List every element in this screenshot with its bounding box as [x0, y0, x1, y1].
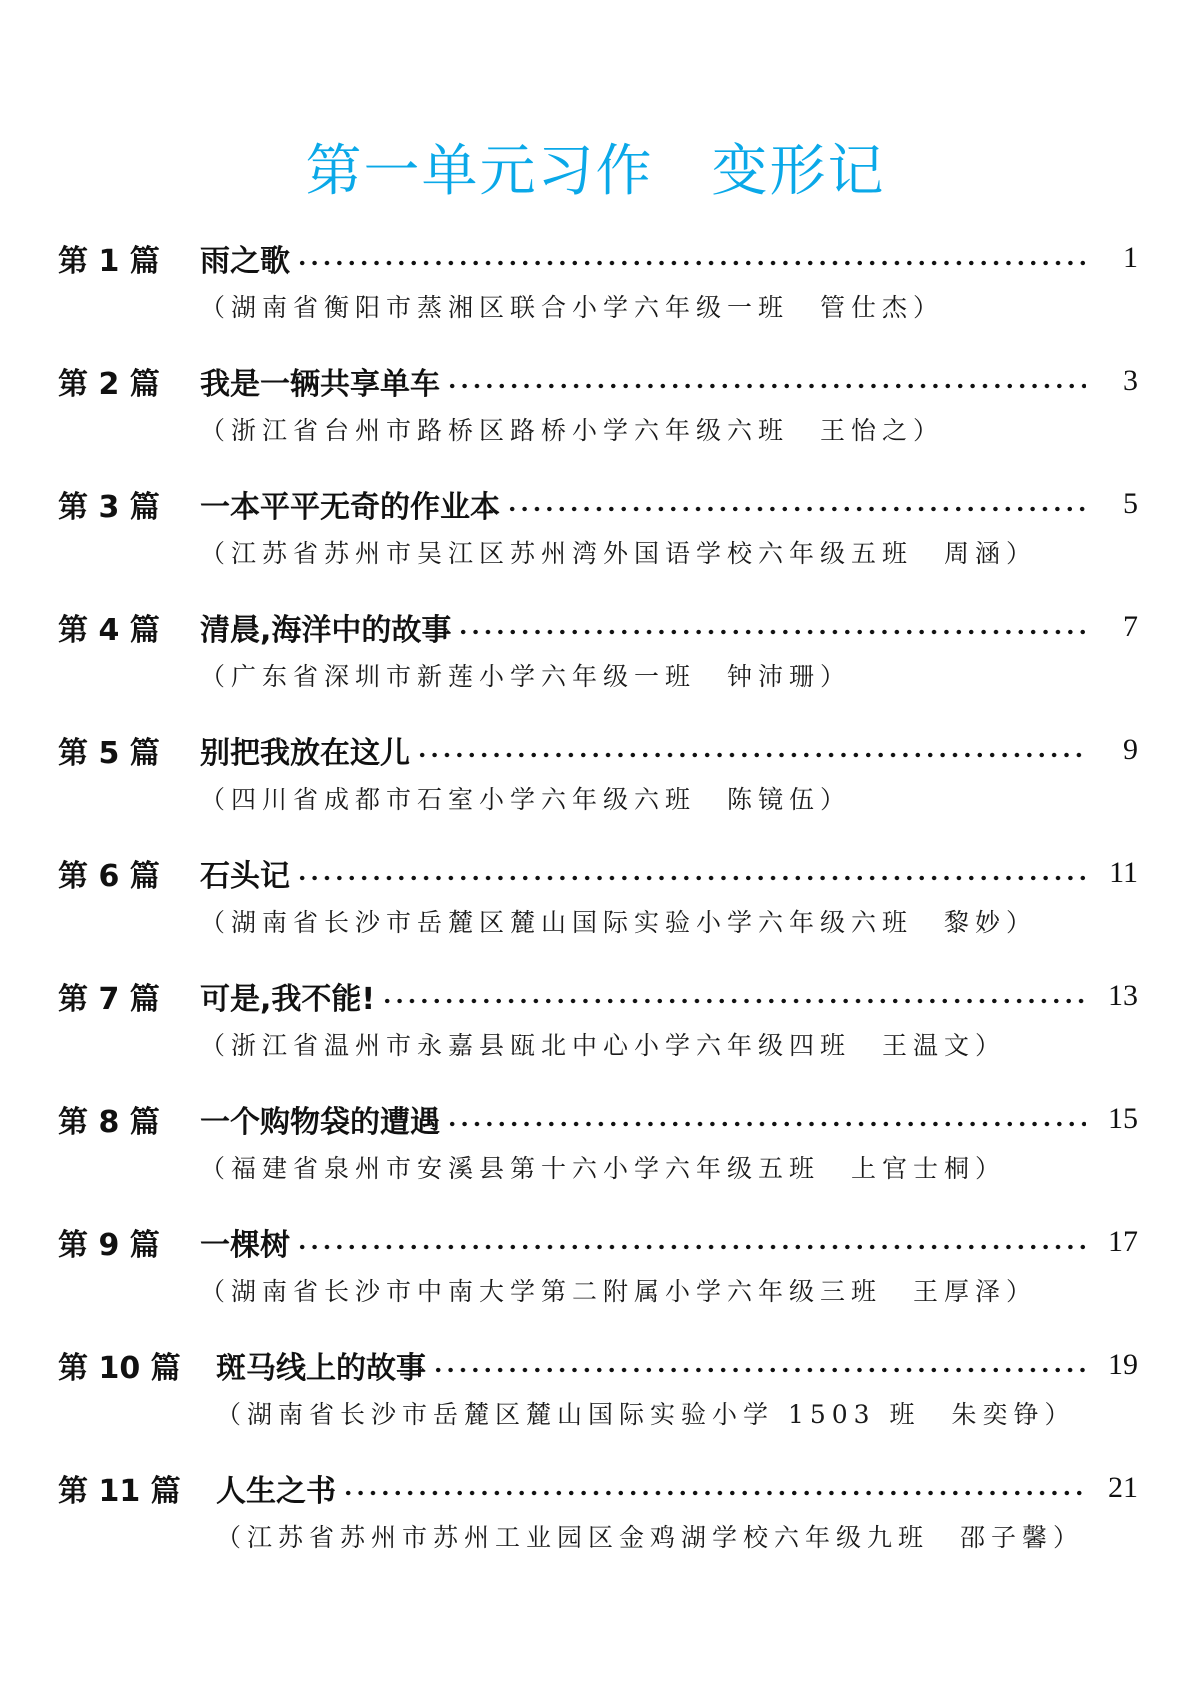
toc-entry-line[interactable]: [58, 478, 1138, 530]
entry-title[interactable]: 石头记: [200, 859, 290, 894]
toc-entry-line[interactable]: [58, 970, 1138, 1022]
entry-title[interactable]: 清晨,海洋中的故事: [200, 613, 452, 648]
toc-entry-1[interactable]: [0, 232, 1191, 355]
entry-title[interactable]: 可是,我不能!: [200, 982, 376, 1017]
toc-entry-3[interactable]: [0, 478, 1191, 601]
toc-entry-line[interactable]: [58, 601, 1138, 653]
page-number: 9: [1123, 733, 1138, 766]
toc-entry-9[interactable]: [0, 1216, 1191, 1339]
toc-entry-line[interactable]: [58, 1339, 1138, 1391]
page-number: 5: [1123, 487, 1138, 520]
dot-leader: [416, 752, 1086, 758]
author-info: （湖南省长沙市岳麓区麓山国际实验小学六年级六班 黎妙）: [200, 908, 1038, 937]
author-info: （广东省深圳市新莲小学六年级一班 钟沛珊）: [200, 662, 852, 691]
dot-leader: [296, 875, 1086, 881]
entry-title[interactable]: 人生之书: [216, 1474, 336, 1509]
entry-title[interactable]: 别把我放在这儿: [200, 736, 410, 771]
page-title: 第一单元习作 变形记: [305, 139, 886, 204]
author-info: （湖南省衡阳市蒸湘区联合小学六年级一班 管仕杰）: [200, 293, 945, 322]
page-number: 13: [1108, 979, 1138, 1012]
chapter-label: 第 5 篇: [58, 736, 160, 771]
author-info: （福建省泉州市安溪县第十六小学六年级五班 上官士桐）: [200, 1154, 1007, 1183]
page-number: 11: [1109, 856, 1138, 889]
chapter-label: 第 2 篇: [58, 367, 160, 402]
dot-leader: [381, 998, 1086, 1004]
chapter-label: 第 7 篇: [58, 982, 160, 1017]
toc-entry-6[interactable]: [0, 847, 1191, 970]
toc-entry-line[interactable]: [58, 1462, 1138, 1514]
author-info: （湖南省长沙市岳麓区麓山国际实验小学 1503 班 朱奕铮）: [216, 1400, 1076, 1429]
dot-leader: [446, 1121, 1086, 1127]
entry-title[interactable]: 一棵树: [200, 1228, 290, 1263]
toc-entry-5[interactable]: [0, 724, 1191, 847]
dot-leader: [506, 506, 1086, 512]
toc-entry-11[interactable]: [0, 1462, 1191, 1585]
page-number: 19: [1108, 1348, 1138, 1381]
toc-entry-line[interactable]: [58, 724, 1138, 776]
chapter-label: 第 9 篇: [58, 1228, 160, 1263]
chapter-label: 第 10 篇: [58, 1351, 181, 1386]
chapter-label: 第 6 篇: [58, 859, 160, 894]
toc-entry-line[interactable]: [58, 1093, 1138, 1145]
dot-leader: [457, 629, 1086, 635]
author-info: （浙江省台州市路桥区路桥小学六年级六班 王怡之）: [200, 416, 945, 445]
author-info: （江苏省苏州市苏州工业园区金鸡湖学校六年级九班 邵子馨）: [216, 1523, 1085, 1552]
toc-entry-8[interactable]: [0, 1093, 1191, 1216]
entry-title[interactable]: 雨之歌: [200, 244, 290, 279]
chapter-label: 第 3 篇: [58, 490, 160, 525]
chapter-label: 第 4 篇: [58, 613, 160, 648]
page-number: 17: [1108, 1225, 1138, 1258]
dot-leader: [342, 1490, 1086, 1496]
entry-title[interactable]: 斑马线上的故事: [216, 1351, 426, 1386]
page-number: 15: [1108, 1102, 1138, 1135]
entry-title[interactable]: 我是一辆共享单车: [200, 367, 440, 402]
table-of-contents: [0, 232, 1191, 1585]
page-number: 1: [1123, 241, 1138, 274]
dot-leader: [296, 1244, 1086, 1250]
author-info: （浙江省温州市永嘉县瓯北中心小学六年级四班 王温文）: [200, 1031, 1007, 1060]
author-info: （四川省成都市石室小学六年级六班 陈镜伍）: [200, 785, 852, 814]
dot-leader: [296, 260, 1086, 266]
toc-entry-line[interactable]: [58, 232, 1138, 284]
dot-leader: [432, 1367, 1086, 1373]
toc-entry-line[interactable]: [58, 1216, 1138, 1268]
entry-title[interactable]: 一本平平无奇的作业本: [200, 490, 500, 525]
page-number: 21: [1108, 1471, 1138, 1504]
toc-entry-2[interactable]: [0, 355, 1191, 478]
author-info: （江苏省苏州市吴江区苏州湾外国语学校六年级五班 周涵）: [200, 539, 1038, 568]
toc-entry-line[interactable]: [58, 847, 1138, 899]
entry-title[interactable]: 一个购物袋的遭遇: [200, 1105, 440, 1140]
chapter-label: 第 1 篇: [58, 244, 160, 279]
toc-entry-10[interactable]: [0, 1339, 1191, 1462]
chapter-label: 第 11 篇: [58, 1474, 181, 1509]
page-number: 7: [1123, 610, 1138, 643]
toc-entry-line[interactable]: [58, 355, 1138, 407]
author-info: （湖南省长沙市中南大学第二附属小学六年级三班 王厚泽）: [200, 1277, 1038, 1306]
chapter-label: 第 8 篇: [58, 1105, 160, 1140]
toc-entry-4[interactable]: [0, 601, 1191, 724]
dot-leader: [446, 383, 1086, 389]
toc-entry-7[interactable]: [0, 970, 1191, 1093]
page-number: 3: [1123, 364, 1138, 397]
